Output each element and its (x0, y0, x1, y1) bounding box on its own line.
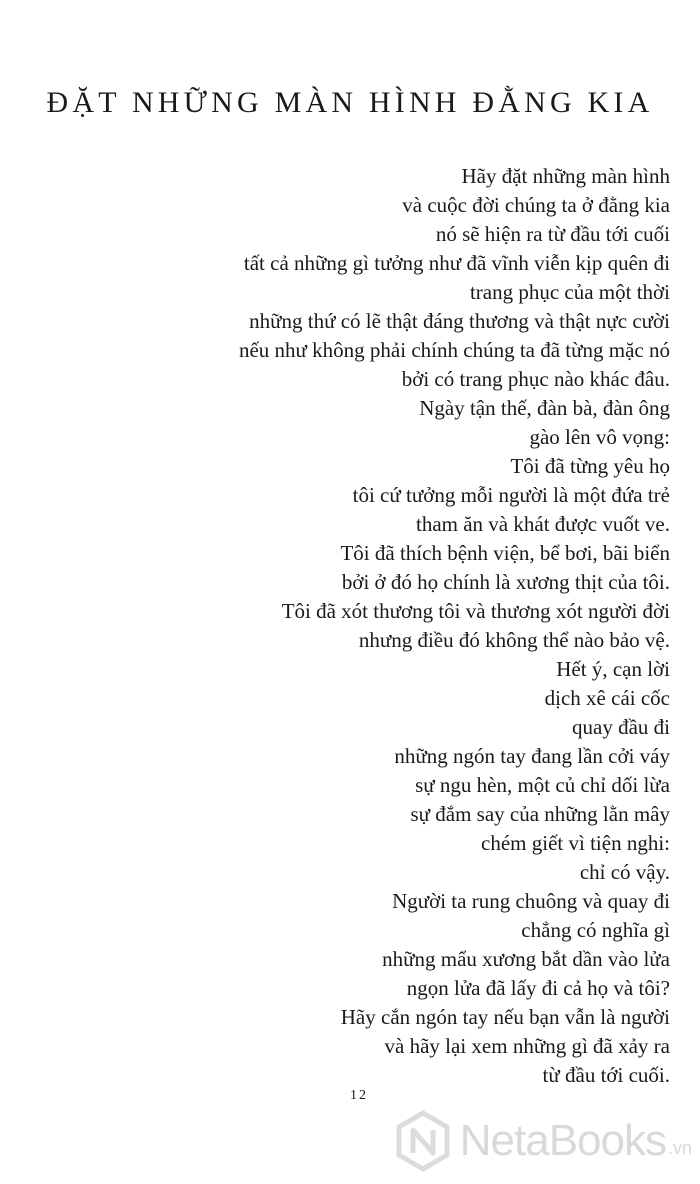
poem-line: Người ta rung chuông và quay đi (392, 889, 670, 913)
poem-body (50, 162, 670, 1090)
poem-line: và hãy lại xem những gì đã xảy ra (384, 1034, 670, 1058)
poem-line: sự ngu hèn, một củ chỉ dối lừa (415, 773, 670, 797)
poem-line: sự đắm say của những lằn mây (410, 802, 670, 826)
poem-line: nhưng điều đó không thể nào bảo vệ. (358, 628, 670, 652)
poem-line: và cuộc đời chúng ta ở đằng kia (402, 193, 670, 217)
poem-line: nó sẽ hiện ra từ đầu tới cuối (435, 222, 670, 246)
poem-line: tất cả những gì tưởng như đã vĩnh viễn kịp quên đi (243, 251, 670, 275)
poem-line: Hãy cắn ngón tay nếu bạn vẫn là người (340, 1005, 670, 1029)
poem-line: Ngày tận thế, đàn bà, đàn ông (419, 396, 670, 420)
poem-line: tham ăn và khát được vuốt ve. (416, 512, 670, 536)
poem-title: ĐẶT NHỮNG MÀN HÌNH ĐẰNG KIA (46, 86, 654, 119)
poem-line: bởi có trang phục nào khác đâu. (401, 367, 670, 391)
poem-line: quay đầu đi (572, 715, 670, 739)
watermark-suffix: .vn (667, 1137, 692, 1158)
poem-line: bởi ở đó họ chính là xương thịt của tôi. (341, 570, 670, 594)
poem-line: Tôi đã thích bệnh viện, bể bơi, bãi biển (340, 541, 670, 565)
poem-line: từ đầu tới cuối. (542, 1063, 670, 1087)
poem-line: trang phục của một thời (469, 280, 670, 304)
poem-line: chẳng có nghĩa gì (521, 918, 670, 942)
poem-line: Hết ý, cạn lời (556, 657, 670, 681)
poem-line: những thứ có lẽ thật đáng thương và thật nực cười (249, 309, 670, 333)
poem-line: Hãy đặt những màn hình (461, 164, 670, 188)
poem-line: gào lên vô vọng: (529, 425, 670, 449)
watermark-text: NetaBooks (459, 1116, 666, 1165)
watermark (392, 1106, 692, 1176)
poem-line: những ngón tay đang lần cởi váy (394, 744, 670, 768)
poem-line: nếu như không phải chính chúng ta đã từng mặc nó (238, 338, 670, 362)
poem-line: Tôi đã xót thương tôi và thương xót người đời (281, 599, 670, 623)
poem-line: ngọn lửa đã lấy đi cả họ và tôi? (406, 976, 670, 1000)
poem-line: Tôi đã từng yêu họ (510, 454, 670, 478)
netabooks-logo-icon (392, 1110, 454, 1172)
poem-line: những mẩu xương bắt dần vào lửa (382, 947, 670, 971)
poem-line: chỉ có vậy. (579, 860, 670, 884)
page-number: 12 (350, 1088, 368, 1103)
poem-line: chém giết vì tiện nghi: (481, 831, 670, 855)
poem-line: tôi cứ tưởng mỗi người là một đứa trẻ (352, 483, 670, 507)
poem-line: dịch xê cái cốc (544, 686, 670, 710)
